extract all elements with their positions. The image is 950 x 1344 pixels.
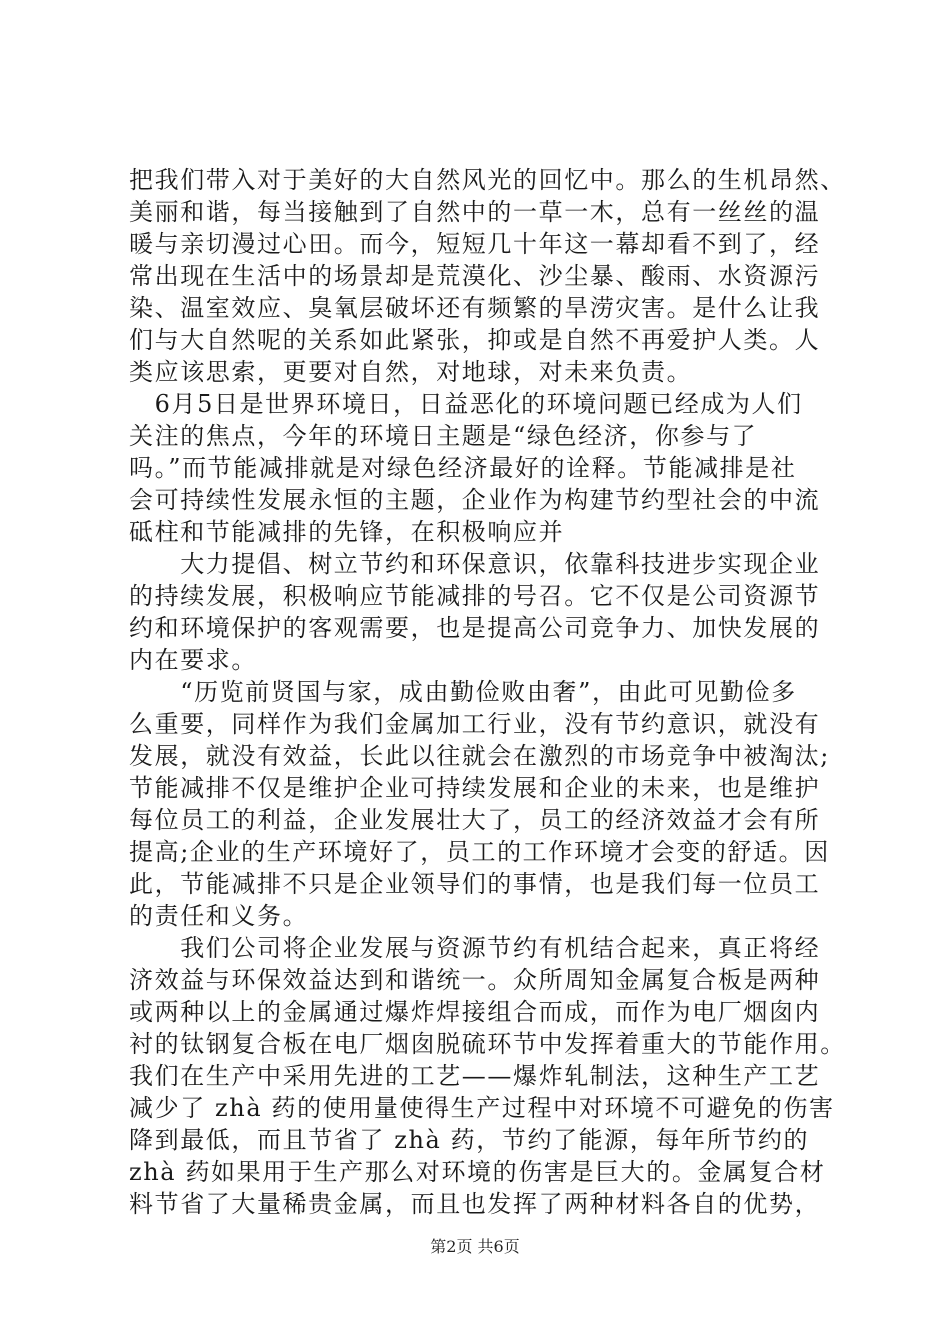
text-line: 我们在生产中采用先进的工艺——爆炸轧制法，这种生产工艺 — [129, 1062, 821, 1090]
text-line: 吗。”而节能减排就是对绿色经济最好的诠释。节能减排是社 — [129, 454, 797, 482]
text-line: 提高;企业的生产环境好了，员工的工作环境才会变的舒适。因 — [129, 838, 830, 866]
text-line: 大力提倡、树立节约和环保意识，依靠科技进步实现企业 — [129, 550, 821, 578]
text-line: 我们公司将企业发展与资源节约有机结合起来，真正将经 — [129, 934, 821, 962]
text-line: “历览前贤国与家，成由勤俭败由奢”，由此可见勤俭多 — [129, 678, 797, 706]
text-line: 砥柱和节能减排的先锋，在积极响应并 — [129, 518, 565, 546]
text-line: 会可持续性发展永恒的主题，企业作为构建节约型社会的中流 — [129, 486, 821, 514]
text-line: 减少了 zhà 药的使用量使得生产过程中对环境不可避免的伤害 — [129, 1094, 835, 1122]
text-line: 内在要求。 — [129, 646, 257, 674]
text-line: 料节省了大量稀贵金属，而且也发挥了两种材料各自的优势， — [129, 1190, 821, 1218]
text-line: 么重要，同样作为我们金属加工行业，没有节约意识，就没有 — [129, 710, 821, 738]
text-line: 衬的钛钢复合板在电厂烟囱脱硫环节中发挥着重大的节能作用。 — [129, 1030, 846, 1058]
text-line: 降到最低，而且节省了 zhà 药，节约了能源，每年所节约的 — [129, 1126, 810, 1154]
text-line: 节能减排不仅是维护企业可持续发展和企业的未来，也是维护 — [129, 774, 821, 802]
text-line: 把我们带入对于美好的大自然风光的回忆中。那么的生机昂然、 — [129, 166, 846, 194]
text-line: 或两种以上的金属通过爆炸焊接组合而成，而作为电厂烟囱内 — [129, 998, 821, 1026]
text-line: 的责任和义务。 — [129, 902, 309, 930]
document-body — [129, 164, 846, 1220]
text-line: zhà 药如果用于生产那么对环境的伤害是巨大的。金属复合材 — [129, 1158, 826, 1186]
page-number-footer: 第2页 共6页 — [430, 1237, 520, 1256]
text-line: 染、温室效应、臭氧层破坏还有频繁的旱涝灾害。是什么让我 — [129, 294, 821, 322]
text-line: 每位员工的利益，企业发展壮大了，员工的经济效益才会有所 — [129, 806, 821, 834]
text-line: 们与大自然呢的关系如此紧张，抑或是自然不再爱护人类。人 — [129, 326, 821, 354]
text-line: 6月5日是世界环境日，日益恶化的环境问题已经成为人们 — [129, 390, 803, 418]
text-line: 约和环境保护的客观需要，也是提高公司竞争力、加快发展的 — [129, 614, 821, 642]
text-line: 美丽和谐，每当接触到了自然中的一草一木，总有一丝丝的温 — [129, 198, 821, 226]
text-line: 的持续发展，积极响应节能减排的号召。它不仅是公司资源节 — [129, 582, 821, 610]
text-line: 关注的焦点，今年的环境日主题是“绿色经济，你参与了 — [129, 422, 758, 450]
text-line: 济效益与环保效益达到和谐统一。众所周知金属复合板是两种 — [129, 966, 821, 994]
text-line: 发展，就没有效益，长此以往就会在激烈的市场竞争中被淘汰; — [129, 742, 830, 770]
text-line: 暖与亲切漫过心田。而今，短短几十年这一幕却看不到了，经 — [129, 230, 821, 258]
text-line: 类应该思索，更要对自然，对地球，对未来负责。 — [129, 358, 693, 386]
text-line: 常出现在生活中的场景却是荒漠化、沙尘暴、酸雨、水资源污 — [129, 262, 821, 290]
text-line: 此，节能减排不只是企业领导们的事情，也是我们每一位员工 — [129, 870, 821, 898]
